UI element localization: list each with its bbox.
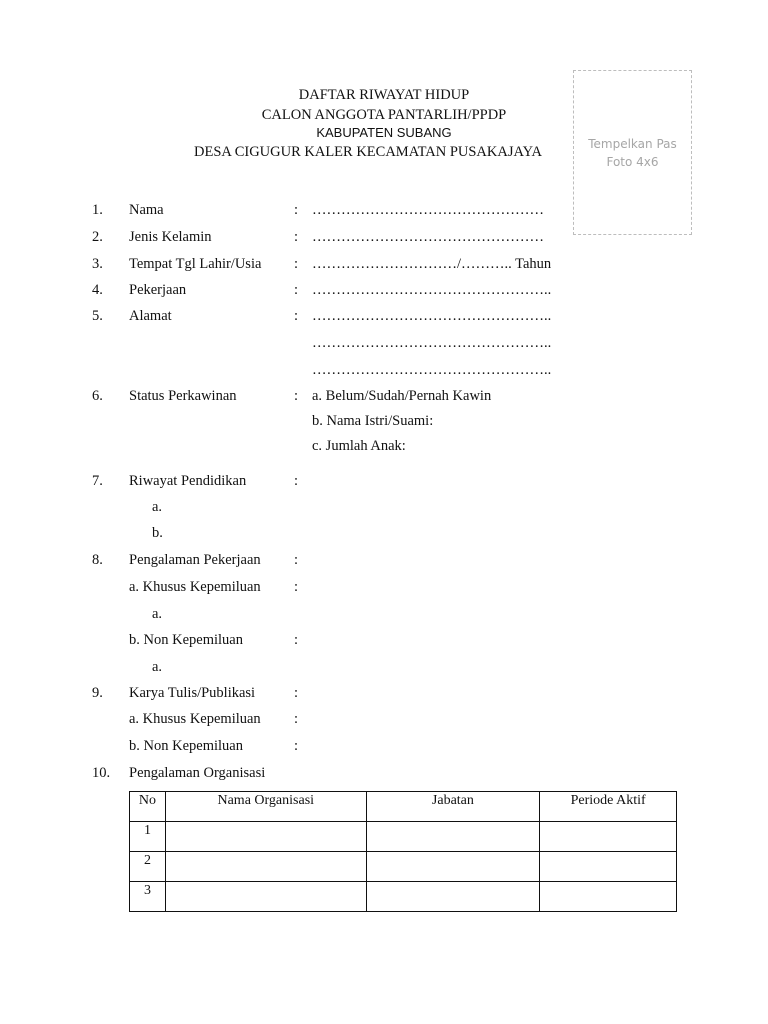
colon: :	[294, 308, 299, 324]
item-number: 5.	[92, 308, 103, 324]
item-number: 10.	[92, 765, 111, 781]
pendidikan-label: Riwayat Pendidikan	[129, 473, 247, 489]
pengalaman-non-a[interactable]: a.	[152, 659, 163, 675]
item-number: 8.	[92, 552, 103, 568]
pendidikan-sub-b[interactable]: b.	[152, 525, 163, 541]
colon: :	[294, 738, 299, 754]
colon: :	[294, 579, 299, 595]
karya-khusus-label: a. Khusus Kepemiluan	[129, 711, 261, 727]
jenis-kelamin-field[interactable]: …………………………………………	[312, 229, 544, 245]
colon: :	[294, 202, 299, 218]
row-number: 3	[130, 882, 166, 912]
pekerjaan-label: Pekerjaan	[129, 282, 187, 298]
periode-aktif-cell[interactable]	[540, 882, 677, 912]
form-subtitle: CALON ANGGOTA PANTARLIH/PPDP	[261, 107, 507, 123]
row-number: 2	[130, 852, 166, 882]
table-row	[130, 882, 677, 912]
column-header-nama-organisasi: Nama Organisasi	[165, 792, 366, 822]
colon: :	[294, 552, 299, 568]
colon: :	[294, 256, 299, 272]
jenis-kelamin-label: Jenis Kelamin	[129, 229, 212, 245]
form-title: DAFTAR RIWAYAT HIDUP	[298, 87, 470, 103]
colon: :	[294, 711, 299, 727]
nama-organisasi-cell[interactable]	[165, 882, 366, 912]
table-row	[130, 822, 677, 852]
alamat-label: Alamat	[129, 308, 172, 324]
alamat-field-line1[interactable]: …………………………………………..	[312, 308, 552, 324]
nama-label: Nama	[129, 202, 164, 218]
table-row	[130, 852, 677, 882]
pengalaman-label: Pengalaman Pekerjaan	[129, 552, 261, 568]
pengalaman-khusus-label: a. Khusus Kepemiluan	[129, 579, 261, 595]
colon: :	[294, 685, 299, 701]
status-option-a[interactable]: a. Belum/Sudah/Pernah Kawin	[312, 388, 492, 404]
nama-organisasi-cell[interactable]	[165, 822, 366, 852]
item-number: 7.	[92, 473, 103, 489]
jabatan-cell[interactable]	[366, 852, 540, 882]
item-number: 4.	[92, 282, 103, 298]
jabatan-cell[interactable]	[366, 882, 540, 912]
status-label: Status Perkawinan	[129, 388, 237, 404]
karya-non-label: b. Non Kepemiluan	[129, 738, 243, 754]
status-option-c[interactable]: c. Jumlah Anak:	[312, 438, 406, 454]
nama-organisasi-cell[interactable]	[165, 852, 366, 882]
alamat-field-line2[interactable]: …………………………………………..	[312, 335, 552, 351]
karya-label: Karya Tulis/Publikasi	[129, 685, 256, 701]
periode-aktif-cell[interactable]	[540, 852, 677, 882]
alamat-field-line3[interactable]: …………………………………………..	[312, 362, 552, 378]
nama-field[interactable]: …………………………………………	[312, 202, 544, 218]
status-option-b[interactable]: b. Nama Istri/Suami:	[312, 413, 434, 429]
item-number: 1.	[92, 202, 103, 218]
photo-instruction-line1: Tempelkan Pas	[588, 137, 677, 151]
pengalaman-khusus-a[interactable]: a.	[152, 606, 163, 622]
column-header-jabatan: Jabatan	[366, 792, 540, 822]
organisasi-table	[129, 791, 677, 912]
form-village: DESA CIGUGUR KALER KECAMATAN PUSAKAJAYA	[194, 144, 542, 160]
item-number: 9.	[92, 685, 103, 701]
item-number: 2.	[92, 229, 103, 245]
colon: :	[294, 229, 299, 245]
pendidikan-sub-a[interactable]: a.	[152, 499, 163, 515]
colon: :	[294, 388, 299, 404]
photo-placeholder	[573, 70, 692, 235]
jabatan-cell[interactable]	[366, 822, 540, 852]
colon: :	[294, 282, 299, 298]
photo-instruction-line2: Foto 4x6	[606, 155, 659, 169]
item-number: 3.	[92, 256, 103, 272]
pengalaman-non-label: b. Non Kepemiluan	[129, 632, 243, 648]
table-header-row	[130, 792, 677, 822]
colon: :	[294, 473, 299, 489]
column-header-periode-aktif: Periode Aktif	[540, 792, 677, 822]
ttl-label: Tempat Tgl Lahir/Usia	[129, 256, 262, 272]
colon: :	[294, 632, 299, 648]
form-regency: KABUPATEN SUBANG	[316, 125, 452, 140]
periode-aktif-cell[interactable]	[540, 822, 677, 852]
organisasi-label: Pengalaman Organisasi	[129, 765, 266, 781]
pekerjaan-field[interactable]: …………………………………………..	[312, 282, 552, 298]
ttl-field[interactable]: …………………………/……….. Tahun	[312, 256, 552, 272]
row-number: 1	[130, 822, 166, 852]
column-header-no: No	[130, 792, 166, 822]
item-number: 6.	[92, 388, 103, 404]
